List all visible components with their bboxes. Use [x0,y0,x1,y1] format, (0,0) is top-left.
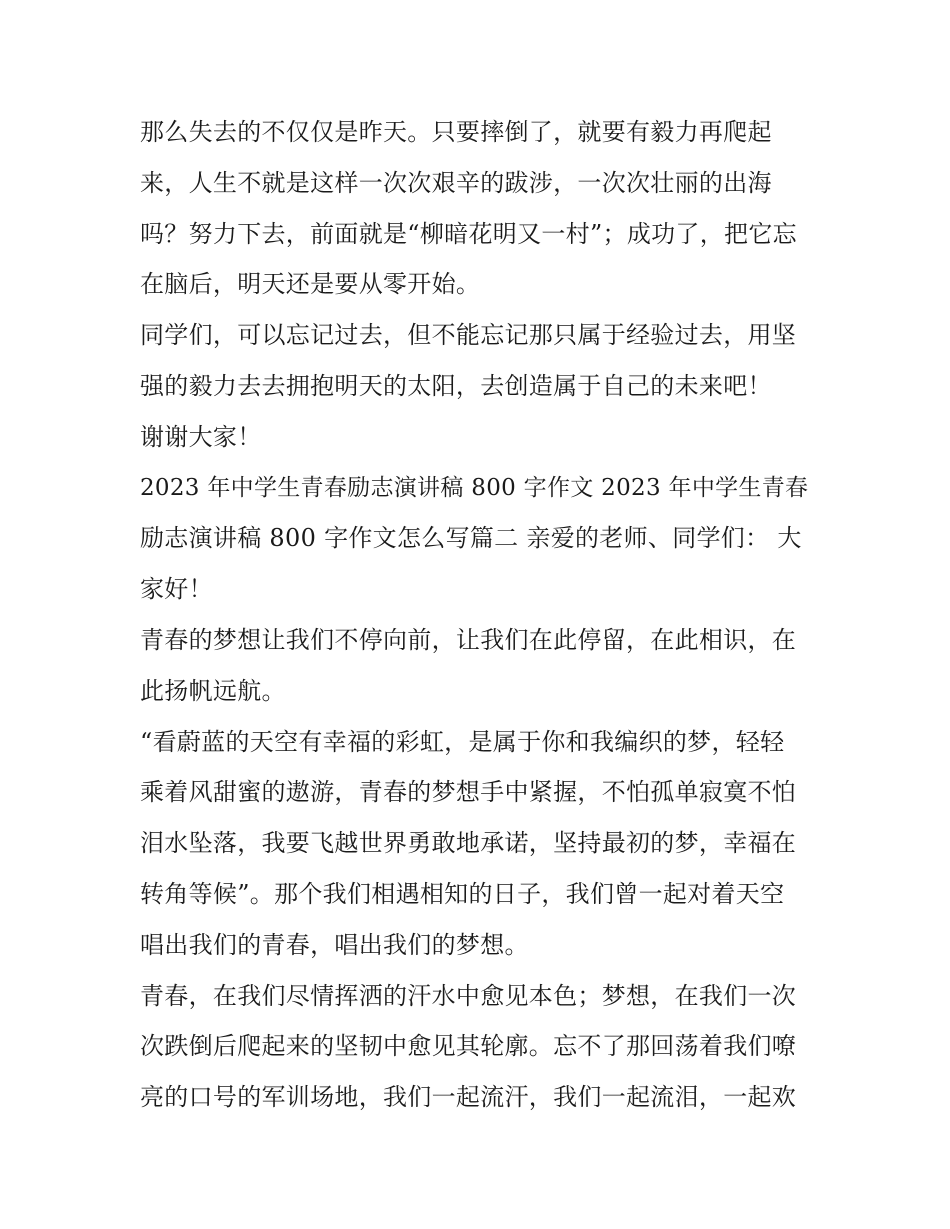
document-body [140,107,820,1123]
text-line: 泪水坠落，我要飞越世界勇敢地承诺，坚持最初的梦，幸福在 [140,829,797,858]
text-line: 乘着风甜蜜的遨游，青春的梦想手中紧握，不怕孤单寂寞不怕 [140,778,797,807]
text-line: 2023 年中学生青春励志演讲稿 800 字作文 2023 年中学生青春 [140,474,809,501]
text-line: 次跌倒后爬起来的坚韧中愈见其轮廓。忘不了那回荡着我们嘹 [140,1032,797,1061]
text-line: 此扬帆远航。 [140,676,286,705]
text-line: 谢谢大家！ [140,422,262,451]
text-line: 唱出我们的青春，唱出我们的梦想。 [140,930,529,959]
text-line: 转角等候”。那个我们相遇相知的日子，我们曾一起对着天空 [140,879,785,908]
text-line: “看蔚蓝的天空有幸福的彩虹，是属于你和我编织的梦，轻轻 [140,727,785,756]
text-line: 青春的梦想让我们不停向前，让我们在此停留，在此相识，在 [140,625,797,654]
text-line: 在脑后，明天还是要从零开始。 [140,270,481,299]
text-line: 强的毅力去去拥抱明天的太阳，去创造属于自己的未来吧！ [140,371,772,400]
text-line: 家好！ [140,575,213,604]
text-line: 励志演讲稿 800 字作文怎么写篇二 亲爱的老师、同学们： 大 [140,524,802,553]
text-line: 来，人生不就是这样一次次艰辛的跋涉，一次次壮丽的出海 [140,168,772,197]
text-line: 青春，在我们尽情挥洒的汗水中愈见本色；梦想，在我们一次 [140,981,797,1010]
text-line: 同学们，可以忘记过去，但不能忘记那只属于经验过去，用坚 [140,321,797,350]
text-line: 亮的口号的军训场地，我们一起流汗，我们一起流泪，一起欢 [140,1083,797,1112]
text-line: 那么失去的不仅仅是昨天。只要摔倒了，就要有毅力再爬起 [140,118,772,146]
text-line: 吗？努力下去，前面就是“柳暗花明又一村”；成功了，把它忘 [140,219,797,248]
